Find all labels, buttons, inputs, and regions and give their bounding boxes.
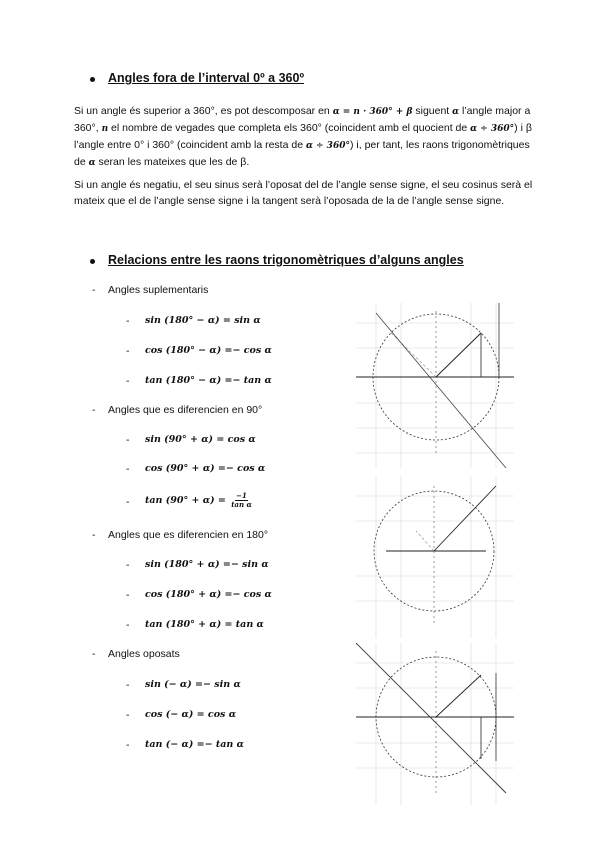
section1-paragraph-2: Si un angle és negatiu, el seu sinus serà l’oposat del de l’angle sense signe, el seu cosinus serà el mateix que el de l’angle sense signe i la tangent serà l’oposada de la de l’angle sense signe.: [74, 179, 533, 207]
equation: tan (180° − α) =− tan α: [145, 375, 272, 386]
math: α: [452, 107, 460, 117]
math: α ÷ 360°: [470, 124, 515, 134]
list-dash: -: [126, 345, 130, 357]
angle-ray: [436, 333, 481, 377]
text: el nombre de vegades que completa els 360° (coincident amb el quocient de: [108, 122, 471, 134]
list-dash: -: [126, 434, 130, 446]
math: α: [88, 158, 96, 168]
rotated-ray: [416, 531, 434, 551]
supplementary-ray: [391, 333, 436, 377]
fraction-denominator: tan α: [231, 500, 252, 509]
equation: sin (90° + α) = cos α: [145, 434, 256, 445]
bullet-dot: [90, 259, 95, 264]
section2-title: Relacions entre les raons trigonomètriques d’alguns angles: [108, 253, 464, 267]
list-dash: -: [126, 315, 130, 327]
text: ) i, per tant, les raons trigonomètriques de: [74, 139, 530, 168]
list-dash: -: [126, 679, 130, 691]
equation: tan (− α) =− tan α: [145, 739, 244, 750]
list-dash: -: [126, 589, 130, 601]
list-dash: -: [92, 529, 96, 541]
equation: cos (− α) = cos α: [145, 709, 237, 720]
math: α = n · 360° + β: [332, 107, 413, 117]
list-dash: -: [92, 648, 96, 660]
text: Si un angle és superior a 360°, es pot descomposar en: [74, 105, 333, 117]
diagonal-line: [356, 643, 506, 793]
list-dash: -: [92, 284, 96, 296]
group-label-supplementary: Angles suplementaris: [108, 284, 209, 296]
diagonal-line: [376, 313, 506, 468]
list-dash: -: [126, 463, 130, 475]
angle-ray: [436, 675, 481, 717]
section1-title: Angles fora de l’interval 0º a 360º: [108, 71, 305, 85]
list-dash: -: [126, 709, 130, 721]
list-dash: -: [126, 739, 130, 751]
equation: cos (180° − α) =− cos α: [145, 345, 272, 356]
list-dash: -: [92, 404, 96, 416]
equation: [145, 492, 252, 509]
text: ) i β l’angle entre 0° i 360° (coincident amb la resta de: [74, 122, 532, 151]
unit-circle-figure-supplementary: [356, 303, 514, 468]
equation: cos (90° + α) =− cos α: [145, 463, 266, 474]
equation: cos (180° + α) =− cos α: [145, 589, 272, 600]
equation: tan (180° + α) = tan α: [145, 619, 264, 630]
math: n: [101, 124, 109, 134]
list-dash: -: [126, 496, 130, 508]
grid-lines: [356, 476, 514, 638]
group-label-90: Angles que es diferencien en 90°: [108, 404, 263, 416]
group-label-180: Angles que es diferencien en 180°: [108, 529, 269, 541]
text: seran les mateixes que les de β.: [95, 156, 250, 168]
text: siguent: [412, 105, 453, 117]
list-dash: -: [126, 559, 130, 571]
group-label-opposite: Angles oposats: [108, 648, 180, 660]
unit-circle-figure-opposite: [356, 643, 514, 805]
equation-text: tan (90° + α) =: [145, 495, 226, 506]
math: α ÷ 360°: [305, 141, 350, 151]
equation: sin (− α) =− sin α: [145, 679, 241, 690]
list-dash: -: [126, 619, 130, 631]
fraction-numerator: −1: [236, 491, 247, 500]
equation: sin (180° + α) =− sin α: [145, 559, 269, 570]
section1-paragraph-1: [74, 103, 534, 171]
text: l’angle major a 360°,: [74, 105, 531, 134]
bullet-dot: [90, 77, 95, 82]
unit-circle-figure-90: [356, 476, 514, 638]
list-dash: -: [126, 375, 130, 387]
fraction: [231, 492, 252, 509]
grid-lines: [356, 303, 514, 468]
equation: sin (180° − α) = sin α: [145, 315, 261, 326]
